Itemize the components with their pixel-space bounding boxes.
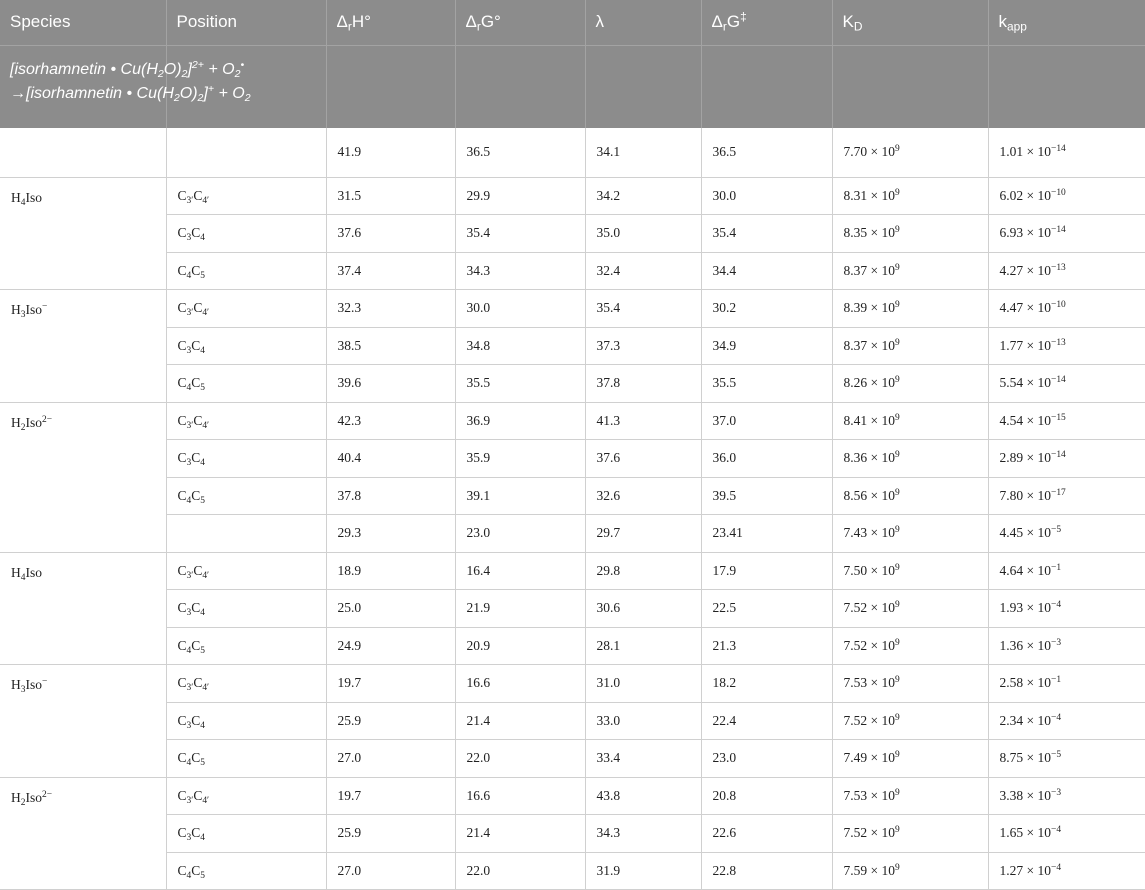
cell-drH: 19.7 bbox=[326, 665, 455, 703]
cell-drG-ts: 23.0 bbox=[701, 740, 832, 778]
table-row bbox=[0, 440, 1145, 478]
cell-drH: 29.3 bbox=[326, 515, 455, 553]
cell-drG: 20.9 bbox=[455, 627, 585, 665]
cell-drG: 21.9 bbox=[455, 590, 585, 628]
cell-position bbox=[166, 515, 326, 553]
cell-drG-ts: 36.5 bbox=[701, 128, 832, 177]
cell-kapp: $1.01 \times 10^{-14}$ bbox=[988, 128, 1145, 177]
cell-position: $C_{3'}C_{4'}$ bbox=[166, 665, 326, 703]
reaction-line-2: →[isorhamnetin • $Cu(H_2O)_2]^+ + O_2$ bbox=[10, 83, 251, 105]
cell-kapp: $6.93 \times 10^{-14}$ bbox=[988, 215, 1145, 253]
cell-drG: 34.3 bbox=[455, 252, 585, 290]
cell-drG-ts: 30.2 bbox=[701, 290, 832, 328]
cell-drG: 21.4 bbox=[455, 702, 585, 740]
cell-drH: 40.4 bbox=[326, 440, 455, 478]
cell-position: $C_{3'}C_{4'}$ bbox=[166, 402, 326, 440]
cell-drG-ts: 34.9 bbox=[701, 327, 832, 365]
cell-position: $C_4C_5$ bbox=[166, 740, 326, 778]
cell-kd: $7.52 \times 10^9$ bbox=[832, 815, 988, 853]
cell-lambda: 37.3 bbox=[585, 327, 701, 365]
cell-drH: 27.0 bbox=[326, 852, 455, 890]
cell-lambda: 37.6 bbox=[585, 440, 701, 478]
cell-kd: $7.52 \times 10^9$ bbox=[832, 590, 988, 628]
cell-kd: $8.31 \times 10^9$ bbox=[832, 177, 988, 215]
cell-kapp: $1.65 \times 10^{-4}$ bbox=[988, 815, 1145, 853]
cell-lambda: 28.1 bbox=[585, 627, 701, 665]
cell-drG: 35.5 bbox=[455, 365, 585, 403]
cell-drH: 41.9 bbox=[326, 128, 455, 177]
cell-drG-ts: 17.9 bbox=[701, 552, 832, 590]
cell-kd: $7.53 \times 10^9$ bbox=[832, 777, 988, 815]
table-row bbox=[0, 852, 1145, 890]
cell-drH: 25.9 bbox=[326, 815, 455, 853]
cell-lambda: 35.0 bbox=[585, 215, 701, 253]
cell-lambda: 29.7 bbox=[585, 515, 701, 553]
header-drG-ts: $\Delta_rG^\ddagger$ bbox=[701, 0, 832, 46]
cell-position: $C_4C_5$ bbox=[166, 365, 326, 403]
table-row bbox=[0, 740, 1145, 778]
cell-drG: 23.0 bbox=[455, 515, 585, 553]
cell-kd: $7.43 \times 10^9$ bbox=[832, 515, 988, 553]
cell-drG: 16.4 bbox=[455, 552, 585, 590]
table-row bbox=[0, 665, 1145, 703]
cell-kd: $7.52 \times 10^9$ bbox=[832, 702, 988, 740]
cell-drH: 38.5 bbox=[326, 327, 455, 365]
cell-kd: $8.36 \times 10^9$ bbox=[832, 440, 988, 478]
header-row bbox=[0, 0, 1145, 46]
cell-kapp: $2.58 \times 10^{-1}$ bbox=[988, 665, 1145, 703]
cell-kd: $7.52 \times 10^9$ bbox=[832, 627, 988, 665]
cell-kd: $8.26 \times 10^9$ bbox=[832, 365, 988, 403]
cell-kapp: $4.54 \times 10^{-15}$ bbox=[988, 402, 1145, 440]
cell-drG-ts: 37.0 bbox=[701, 402, 832, 440]
cell-drG-ts: 22.6 bbox=[701, 815, 832, 853]
cell-kd: $7.49 \times 10^9$ bbox=[832, 740, 988, 778]
cell-position: $C_4C_5$ bbox=[166, 252, 326, 290]
cell-kd: $8.39 \times 10^9$ bbox=[832, 290, 988, 328]
cell-drH: 18.9 bbox=[326, 552, 455, 590]
cell-drG: 16.6 bbox=[455, 665, 585, 703]
cell-lambda: 32.6 bbox=[585, 477, 701, 515]
header-drG: $\Delta_rG^\circ$ bbox=[455, 0, 585, 46]
cell-drG-ts: 20.8 bbox=[701, 777, 832, 815]
table-row bbox=[0, 590, 1145, 628]
header-lambda: λ bbox=[585, 0, 701, 46]
cell-lambda: 37.8 bbox=[585, 365, 701, 403]
cell-position: $C_{3'}C_{4'}$ bbox=[166, 777, 326, 815]
cell-drH: 25.9 bbox=[326, 702, 455, 740]
table-row bbox=[0, 777, 1145, 815]
cell-position: $C_3C_4$ bbox=[166, 815, 326, 853]
cell-drG-ts: 18.2 bbox=[701, 665, 832, 703]
table-row bbox=[0, 402, 1145, 440]
cell-kapp: $4.27 \times 10^{-13}$ bbox=[988, 252, 1145, 290]
cell-position: $C_{3'}C_{4'}$ bbox=[166, 177, 326, 215]
cell-species: $H_3Iso^-$ bbox=[0, 665, 166, 778]
cell-kapp: $3.38 \times 10^{-3}$ bbox=[988, 777, 1145, 815]
table-row bbox=[0, 327, 1145, 365]
cell-drG-ts: 35.5 bbox=[701, 365, 832, 403]
cell-position: $C_{3'}C_{4'}$ bbox=[166, 290, 326, 328]
cell-kapp: $1.36 \times 10^{-3}$ bbox=[988, 627, 1145, 665]
cell-drG-ts: 30.0 bbox=[701, 177, 832, 215]
table-row bbox=[0, 552, 1145, 590]
cell-drG-ts: 21.3 bbox=[701, 627, 832, 665]
cell-species: $H_2Iso^{2-}$ bbox=[0, 402, 166, 552]
cell-drG-ts: 39.5 bbox=[701, 477, 832, 515]
table-row bbox=[0, 252, 1145, 290]
cell-lambda: 35.4 bbox=[585, 290, 701, 328]
cell-kapp: $1.93 \times 10^{-4}$ bbox=[988, 590, 1145, 628]
cell-position: $C_3C_4$ bbox=[166, 702, 326, 740]
cell-drG-ts: 22.4 bbox=[701, 702, 832, 740]
cell-species: $H_3Iso^-$ bbox=[0, 290, 166, 403]
cell-drG: 16.6 bbox=[455, 777, 585, 815]
header-kapp: $k_{app}$ bbox=[988, 0, 1145, 46]
table-header bbox=[0, 0, 1145, 128]
cell-position: $C_3C_4$ bbox=[166, 215, 326, 253]
table-row bbox=[0, 815, 1145, 853]
reaction-filler bbox=[701, 46, 832, 129]
cell-position: $C_4C_5$ bbox=[166, 477, 326, 515]
cell-lambda: 43.8 bbox=[585, 777, 701, 815]
cell-drG-ts: 36.0 bbox=[701, 440, 832, 478]
cell-lambda: 33.4 bbox=[585, 740, 701, 778]
table-row bbox=[0, 702, 1145, 740]
cell-lambda: 30.6 bbox=[585, 590, 701, 628]
cell-kapp: $7.80 \times 10^{-17}$ bbox=[988, 477, 1145, 515]
cell-drH: 27.0 bbox=[326, 740, 455, 778]
cell-kapp: $5.54 \times 10^{-14}$ bbox=[988, 365, 1145, 403]
reaction-line-1: [isorhamnetin • $Cu(H_2O)_2]^{2+} + O_2^•$ bbox=[10, 59, 245, 81]
cell-drH: 25.0 bbox=[326, 590, 455, 628]
cell-kd: $8.41 \times 10^9$ bbox=[832, 402, 988, 440]
cell-lambda: 31.9 bbox=[585, 852, 701, 890]
reaction-equation bbox=[0, 46, 251, 129]
cell-drH: 31.5 bbox=[326, 177, 455, 215]
cell-position bbox=[166, 128, 326, 177]
cell-lambda: 33.0 bbox=[585, 702, 701, 740]
cell-kd: $8.35 \times 10^9$ bbox=[832, 215, 988, 253]
cell-drG-ts: 23.41 bbox=[701, 515, 832, 553]
cell-drH: 39.6 bbox=[326, 365, 455, 403]
cell-lambda: 32.4 bbox=[585, 252, 701, 290]
header-position: Position bbox=[166, 0, 326, 46]
cell-species bbox=[0, 128, 166, 177]
cell-drH: 37.8 bbox=[326, 477, 455, 515]
cell-position: $C_4C_5$ bbox=[166, 852, 326, 890]
cell-kapp: $1.27 \times 10^{-4}$ bbox=[988, 852, 1145, 890]
cell-drG-ts: 22.8 bbox=[701, 852, 832, 890]
cell-drH: 32.3 bbox=[326, 290, 455, 328]
cell-position: $C_3C_4$ bbox=[166, 440, 326, 478]
cell-drG-ts: 22.5 bbox=[701, 590, 832, 628]
cell-lambda: 34.2 bbox=[585, 177, 701, 215]
cell-drG: 29.9 bbox=[455, 177, 585, 215]
table-body bbox=[0, 128, 1145, 890]
cell-drG: 36.5 bbox=[455, 128, 585, 177]
cell-kapp: $4.64 \times 10^{-1}$ bbox=[988, 552, 1145, 590]
cell-drH: 37.4 bbox=[326, 252, 455, 290]
table-row bbox=[0, 627, 1145, 665]
cell-kd: $8.56 \times 10^9$ bbox=[832, 477, 988, 515]
cell-lambda: 29.8 bbox=[585, 552, 701, 590]
cell-drG: 36.9 bbox=[455, 402, 585, 440]
cell-lambda: 41.3 bbox=[585, 402, 701, 440]
cell-drG: 35.9 bbox=[455, 440, 585, 478]
cell-kd: $7.59 \times 10^9$ bbox=[832, 852, 988, 890]
cell-drG: 22.0 bbox=[455, 852, 585, 890]
reaction-filler bbox=[326, 46, 455, 129]
cell-drG: 34.8 bbox=[455, 327, 585, 365]
cell-lambda: 31.0 bbox=[585, 665, 701, 703]
cell-kd: $7.70 \times 10^9$ bbox=[832, 128, 988, 177]
cell-kapp: $4.45 \times 10^{-5}$ bbox=[988, 515, 1145, 553]
cell-drG: 35.4 bbox=[455, 215, 585, 253]
cell-drG-ts: 35.4 bbox=[701, 215, 832, 253]
table-row bbox=[0, 128, 1145, 177]
cell-kd: $8.37 \times 10^9$ bbox=[832, 252, 988, 290]
reaction-filler bbox=[832, 46, 988, 129]
header-drH: $\Delta_rH^\circ$ bbox=[326, 0, 455, 46]
cell-species: $H_2Iso^{2-}$ bbox=[0, 777, 166, 890]
cell-kapp: $1.77 \times 10^{-13}$ bbox=[988, 327, 1145, 365]
cell-drG: 39.1 bbox=[455, 477, 585, 515]
header-kd: $K_D$ bbox=[832, 0, 988, 46]
cell-drH: 42.3 bbox=[326, 402, 455, 440]
cell-kapp: $4.47 \times 10^{-10}$ bbox=[988, 290, 1145, 328]
table-row bbox=[0, 177, 1145, 215]
cell-species: $H_4Iso$ bbox=[0, 177, 166, 290]
cell-position: $C_3C_4$ bbox=[166, 590, 326, 628]
cell-drG: 30.0 bbox=[455, 290, 585, 328]
cell-lambda: 34.1 bbox=[585, 128, 701, 177]
cell-kapp: $2.34 \times 10^{-4}$ bbox=[988, 702, 1145, 740]
cell-drH: 37.6 bbox=[326, 215, 455, 253]
cell-drG: 22.0 bbox=[455, 740, 585, 778]
reaction-filler bbox=[585, 46, 701, 129]
cell-drG-ts: 34.4 bbox=[701, 252, 832, 290]
cell-species: $H_4Iso$ bbox=[0, 552, 166, 665]
cell-kapp: $8.75 \times 10^{-5}$ bbox=[988, 740, 1145, 778]
table-row bbox=[0, 477, 1145, 515]
cell-kapp: $6.02 \times 10^{-10}$ bbox=[988, 177, 1145, 215]
cell-kd: $8.37 \times 10^9$ bbox=[832, 327, 988, 365]
table-row bbox=[0, 515, 1145, 553]
table-row bbox=[0, 290, 1145, 328]
cell-position: $C_4C_5$ bbox=[166, 627, 326, 665]
cell-drG: 21.4 bbox=[455, 815, 585, 853]
cell-drH: 19.7 bbox=[326, 777, 455, 815]
table-row bbox=[0, 215, 1145, 253]
cell-kd: $7.53 \times 10^9$ bbox=[832, 665, 988, 703]
cell-position: $C_{3'}C_{4'}$ bbox=[166, 552, 326, 590]
cell-lambda: 34.3 bbox=[585, 815, 701, 853]
cell-position: $C_3C_4$ bbox=[166, 327, 326, 365]
cell-drH: 24.9 bbox=[326, 627, 455, 665]
reaction-row bbox=[0, 46, 1145, 129]
reaction-filler bbox=[988, 46, 1145, 129]
header-species: Species bbox=[0, 0, 166, 46]
cell-kapp: $2.89 \times 10^{-14}$ bbox=[988, 440, 1145, 478]
cell-kd: $7.50 \times 10^9$ bbox=[832, 552, 988, 590]
table-row bbox=[0, 365, 1145, 403]
reaction-filler bbox=[455, 46, 585, 129]
